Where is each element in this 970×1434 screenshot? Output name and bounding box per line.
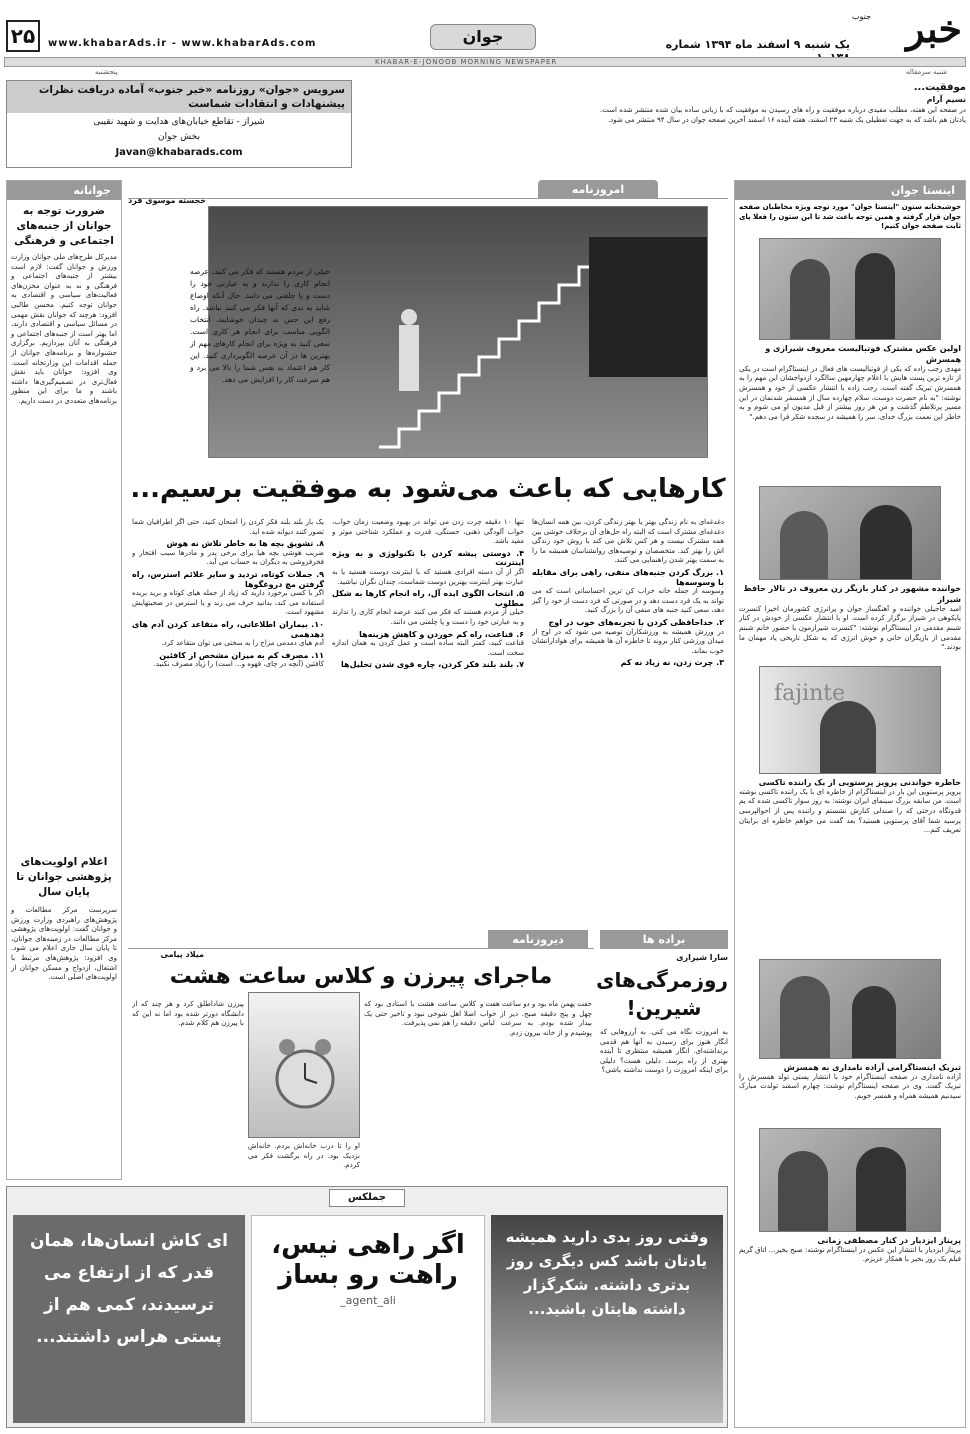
masthead bbox=[0, 0, 970, 80]
section-title: جوان bbox=[430, 24, 536, 50]
service-email[interactable]: Javan@khabarads.com bbox=[115, 147, 243, 158]
service-title2: پیشنهادات و انتقادات شماست bbox=[188, 98, 345, 110]
success-author: نسیم آرام bbox=[926, 95, 966, 104]
baradeha-header: براده ها bbox=[600, 930, 728, 949]
service-header bbox=[7, 81, 351, 113]
emrouz-col-3 bbox=[132, 518, 324, 922]
emrouz-col1c-text: در ورزش همیشه به ورزشکاران توصیه می شود که در اوج از میدان ورزشی کنار بروند تا خاطره آن ها همیشه برای هوادارانشان خوب بماند. bbox=[532, 627, 724, 655]
dirouz-title: ماجرای پیرزن و کلاس ساعت هشت bbox=[169, 964, 553, 989]
emrouz-sub-6: ۶. قناعت، راه کم خوردن و کاهش هزینه‌ها bbox=[359, 629, 524, 639]
javaneh-body-1: مدیرکل طرح‌های ملی جوانان وزارت ورزش و جوانان گفت: لازم است بیشتر از جنبه‌های اجتماعی و فرهنگی و نه به عنوان مخزن‌های فعالیت‌های سیاسی و اقتصادی به جوانان توجه کنیم. محسن طالبی افزود: هرچند که جوانان نقش مهمی در مسائل سیاسی و اقتصادی دارند، اما بهتر است از جنبه‌های اجتماعی و فرهنگی به آنان بپردازیم. برگزاری جشنواره‌ها و برنامه‌های جوانان از جمله اقدامات این وزارتخانه است. وی افزود: جوانان باید نقش فعال‌تری در تصمیم‌گیری‌ها داشته باشند و ما برای این منظور برنامه‌های متعددی در دست داریم. bbox=[11, 253, 117, 405]
baradeha-body: به امروزت نگاه می کنی. به آرزوهایی که انگار هنوز برای رسیدن به آنها هم قدمی برنداشته‌ای. انگار همیشه منتظری تا آینده بهتری از راه برسد. دلیلی هست؟ دلیلی برای اینکه امروزت را دوست نداشته باشی؟ bbox=[600, 1028, 728, 1075]
emrouz-author: خجسته موسوی فرد bbox=[128, 196, 206, 205]
dirouz-col-2: کلاس ساعت هشت با استادی بود که اصلا اهل شوخی نبود و تاخیر حتی یک دقیقه را هم نمی پذیرفت. bbox=[364, 1000, 476, 1028]
emrouz-sub-8: ۸. تشویق بچه ها به خاطر تلاش نه هوش bbox=[166, 539, 324, 549]
dirouz-col-3: پیرزن شاداطلق کرد و هر چند که از دانشگاه دورتر شده بود اما نه این که با پیرزن هم کلام شدم. bbox=[132, 1000, 244, 1028]
emrouz-col3c-text: اگر با کسی برخورد دارید که زیاد از جمله هیای کوتاه و برید بریده استفاده می کند، بدانید حرف می زند و یا استرس در صحبتهایش مشهود است. bbox=[132, 589, 324, 617]
service-dept: بخش جوان bbox=[158, 132, 200, 142]
insta-intro: خوشبختانه ستون "اینستا جوان" مورد توجه ویژه مخاطبان صفحه جوان قرار گرفته و همین توجه باعث شد تا این ستون را فعلا پای ثابت صفحه جوان کنیم! bbox=[739, 203, 961, 231]
javaneh-title-2: اعلام اولویت‌های پژوهشی جوانان تا پایان سال bbox=[16, 856, 112, 898]
insta-cap-2: خواننده مشهور در کنار بازیگر زن معروف در تالار حافظ شیراز bbox=[743, 583, 961, 604]
emrouz-header: امروزنامه bbox=[538, 180, 658, 199]
emrouz-col3-text: یک بار بلند بلند فکر کردن را امتحان کنید، حتی اگر اطرافیان شما تصور کنند دیوانه شده اید. bbox=[132, 518, 324, 536]
jomlex-q2-sign: _agent_ali bbox=[340, 1294, 396, 1307]
left-label: پنجشنبه bbox=[95, 68, 118, 76]
jomlex-quote-3: ای کاش انسان‌ها، همان قدر که از ارتفاع می ترسیدند، کمی هم از پستی هراس داشتند... bbox=[13, 1215, 245, 1423]
insta-cap-5: پریناز ایزدیار در کنار مصطفی زمانی bbox=[817, 1235, 961, 1245]
emrouz-col2b-text: اگر از آن دسته افرادی هستید که با اینترنت دوست هستید یا به عبارت بهتر اینترنت بهترین دوست شماست، چندان نگران نباشید. bbox=[332, 567, 524, 586]
emrouz-sub-9: ۹. جملات کوتاه، تردید و سایر علائم استرس، راه گرفتن مچ دروغگوها bbox=[132, 569, 324, 589]
insta-cap-1: اولین عکس مشترک فوتبالیست معروف شیرازی و همسرش bbox=[765, 343, 961, 364]
success-body: در صفحه این هفته، مطلب مفیدی درباره موفقیت و راه های رسیدن به موفقیت که با زبانی ساده بیان شده منتشر شده است. یادتان هم باشد که به جهت تعطیلی یک شنبه ۲۳ اسفند، هفته آینده ۱۶ اسفند آخرین صفحه جوان در سال ۹۴ منتشر می شود. bbox=[600, 106, 966, 124]
insta-cap-3: خاطره خواندنی پرویز پرستویی از یک راننده تاکسی bbox=[758, 777, 961, 787]
service-box bbox=[6, 80, 352, 168]
baradeha-section bbox=[596, 930, 728, 1180]
dirouz-author: میلاد پیامی bbox=[160, 950, 204, 959]
jomlex-quote-1: وقتی روز بدی دارید همیشه یادتان باشد کس دیگری روز بدتری داشته. شکرگزار داشته هایتان باشید... bbox=[491, 1215, 723, 1423]
emrouz-sub-3: ۳. چرت زدن، نه زیاد نه کم bbox=[620, 658, 724, 668]
insta-body-2: امید حاجیلی خواننده و آهنگساز جوان و پرانرژی کشورمان اخیرا کنسرت پایکوهی در شیراز برگزار کرده است. او با انتشار عکسی از خودش در کنار شبنم مقدمی در اینستاگرام نوشته: "کنسرت شیرازمون با حضور خانم شبنم مقدمی از بازیگران خانی و خوش انرژی که به شکل تاریخی یاد مهمان ما بودند." bbox=[739, 604, 961, 652]
date-line: یک شنبه ۹ اسفند ماه ۱۳۹۴ شماره bbox=[665, 38, 850, 51]
insta-photo-1 bbox=[759, 238, 941, 340]
emrouz-sub-11: ۱۱. مصرف کم به میزان مشخص از کافئین bbox=[159, 650, 324, 660]
service-title1: سرویس «جوان» روزنامه «خبر جنوب» آماده دریافت نظرات bbox=[38, 84, 345, 96]
insta-body-5: پریناز ایزدیار با انتشار این عکس در اینستاگرام نوشته: صبح بخیر... اتاق گریم فیلم یک روز بخیر با همکار عزیزم. bbox=[739, 1245, 961, 1264]
emrouz-intro: خیلی از مردم هستند که فکر می کنند، عرصه انجام کاری را ندارند و به عبارتی خود را دست و پا چلفتی می دانند. حال آنکه اوضاع شاید به بدی که آنها فکر می کنند نباشد. راه رفع این حس نه چندان خوشایند، انتخاب الگویی مناسب برای انجام هر کاری است. سعی کنید به ویژه برای انجام کارهای مهم از بهترین ها در آن عرصه الگوبرداری کنید. این کار هم اعتماد به نفس شما را بالا می برد و هم سرعت کار را افزایش می دهد. bbox=[190, 267, 330, 384]
website[interactable]: www.khabarAds.ir - www.khabarAds.com bbox=[48, 38, 317, 49]
jomlex-banner bbox=[6, 1186, 728, 1428]
javaneh-column bbox=[6, 180, 122, 1180]
tagline-bar bbox=[4, 57, 966, 67]
insta-header: اینستا جوان bbox=[735, 181, 965, 200]
service-address: شیراز - تقاطع خیابان‌های هدایت و شهید نقیبی bbox=[93, 117, 265, 127]
dirouz-header: دیروزنامه bbox=[488, 930, 588, 949]
logo bbox=[852, 6, 966, 56]
emrouz-sub-4: ۴. دوستی پیشه کردن با تکنولوژی و به ویژه اینترنت bbox=[332, 548, 524, 568]
emrouz-col1b-text: وسوسه از جمله خانه خراب کن ترین احساساتی است که می تواند به یک فرد دست دهد و در صورتی که فرد دست از خود را گیر دهد، سعی کنید جنبه های منفی آن را بزرگ کنید. bbox=[532, 587, 724, 615]
emrouz-col3d-text: آدم هیای دمدمی مزاج را به سختی می توان متقاعد کرد. bbox=[161, 639, 324, 648]
jomlex-quote-2 bbox=[251, 1215, 485, 1423]
insta-body-3: پرویز پرستویی این بار در اینستاگرام از خاطره ای با یک راننده تاکسی نوشته است. من سابقه بزرگ سینمای ایران نوشته: به روز سوار تاکسی شده که یم قدوتگاه درختی که را صندلی کنارش نشستم و راننده پس از احوالپرسی پرسید شما آقای پرستویی هستید؟ بعد گفت می خواهم خاطره ای برایتان تعریف کنم... bbox=[739, 787, 961, 835]
javaneh-header: جوانانه bbox=[7, 181, 121, 200]
emrouz-col2-text: تنها ۱۰ دقیقه چرت زدن می تواند در بهبود وضعیت زمان خواب، خواب آلودگی ذهنی، خستگی، قدرت و عملکرد شناختی موثر و مفید باشد. bbox=[332, 518, 524, 546]
emrouz-col2d-text: قناعت کنید، کمتر البته ساده است و عمل کردن به همان اندازه سخت است. bbox=[332, 639, 524, 657]
logo-text: خبر bbox=[906, 6, 962, 51]
emrouz-col1-text: دغدغه‌ای به نام زندگی بهتر یا بهتر زندگی کردن، بین همه انسان‌ها دغدغه‌ای مشترک است که البته راه حل‌های آن برخلاف خوشی بین همه مشترک نیست و هر کس تلاش می کند با روش خود زندگی اش را بهتر کند. متخصصان و توصیه‌های روانشناسان همیشه ما را به سمت بهتر شدن راهنمایی می کنند. bbox=[532, 518, 724, 565]
emrouz-sub-10: ۱۰. بیماران اطلاعاتی، راه متقاعد کردن آدم های دهدهمی bbox=[132, 619, 324, 639]
insta-body-1: مهدی رجب زاده که یکی از فوتبالیست های فعال در اینستاگرام است در یکی از تازه ترین پست هایش با اعلام چهارمهین سالگرد ازدواجشان این مهم را به همسرش تبریک گفته است. رجب زاده با انتشار عکسی از خود و همسرش نوشته: "به نام حضرت دوست، سلام چهارده سال از همسفر شدنمان در این مسیر پرتلاطم گذشت و من هر روز بیشتر از قبل مدیون او می شوم و به خاطر این نعمت بزرگ خدای، سر را همیشه در سجده شکر فرا می دهم." bbox=[739, 364, 961, 421]
insta-photo-3: fajinte bbox=[759, 666, 941, 774]
success-title: موفقیت... bbox=[913, 82, 966, 93]
emrouz-section bbox=[128, 180, 728, 922]
javaneh-body-2: سرپرست مرکز مطالعات و پژوهش‌های راهبردی وزارت ورزش و جوانان گفت: اولویت‌های پژوهشی مرکز مطالعات در زمینه‌های جوانان، تا پایان سال جاری اعلام می شود. وی افزود: پژوهش‌های مرتبط با اشتغال، ازدواج و مسکن جوانان از اولویت‌های اصلی است. bbox=[11, 906, 117, 982]
emrouz-sub-1: ۱. بزرگ کردن جنبه‌های منفی، راهی برای مقابله با وسوسه‌ها bbox=[532, 567, 724, 587]
success-box bbox=[600, 82, 966, 172]
insta-body-4: آزاده نامداری در صفحه اینستاگرام خود با انتشار پستی تولد همسرش را تبریک گفت. وی در صفحه اینستاگرام نوشت: چهارم اسفند تولدت مبارک سیدنیم همیشه همراه و همسر خوبم. bbox=[739, 1072, 961, 1100]
insta-photo-2 bbox=[759, 486, 941, 580]
jomlex-q2-line1: اگر راهی نیس، bbox=[271, 1230, 465, 1260]
jomlex-label: جملکس bbox=[329, 1189, 405, 1207]
baradeha-title: روزمرگی‌های شیرین! bbox=[596, 968, 728, 1020]
emrouz-col-1 bbox=[532, 518, 724, 922]
emrouz-col-2 bbox=[332, 518, 524, 922]
right-label: شنبه سرمقاله bbox=[906, 68, 948, 76]
logo-small: جنوب bbox=[852, 12, 872, 21]
emrouz-sub-2: ۲. خداحافظی کردن با تجربه‌های خوب در اوج bbox=[548, 617, 724, 627]
dirouz-col-1: حفت پهمن ماه بود و دو ساعت هفت و چهل و پنج دقیقه صبح. دیر از خواب بیدار شده بودم. به سرعت لباس پوشیدم و از خانه بیرون زدم. bbox=[480, 1000, 592, 1037]
insta-cap-4: تبریک اینستاگرامی آزاده نامداری به همسرش bbox=[783, 1062, 961, 1072]
insta-column bbox=[734, 180, 966, 1428]
baradeha-author: سارا شیرازی bbox=[676, 953, 728, 962]
tagline: KHABAR-E-JONOOB MORNING NEWSPAPER bbox=[375, 58, 558, 66]
emrouz-col3b-text: ضریب هوشی بچه هیا برای برخی پدر و مادرها سبب افتخار و فخرفروشی به دیگران به حساب می آید. bbox=[132, 548, 324, 567]
emrouz-sub-7: ۷. بلند بلند فکر کردن، چاره قوی شدن تحلیل‌ها bbox=[341, 660, 524, 670]
dirouz-section bbox=[128, 930, 594, 1180]
dirouz-col-4: او را تا درب خانه‌اش بردم. خانه‌اش نزدیک بود. در راه برگشت فکر می کردم. bbox=[248, 1142, 360, 1170]
emrouz-sub-5: ۵. انتخاب الگوی ایده آل، راه انجام کارها به شکل مطلوب bbox=[332, 589, 524, 608]
javaneh-title-1: ضرورت توجه به جوانان از جنبه‌های اجتماعی و فرهنگی bbox=[14, 205, 114, 247]
emrouz-headline: کارهایی که باعث می‌شود به موفقیت برسیم... bbox=[130, 474, 726, 504]
emrouz-col2c-text: خیلی از مردم هستند که فکر می کنند عرضه انجام کاری را ندارند و به عبارتی خود را دست و پا چلفتی می دانند. bbox=[332, 608, 524, 626]
insta-photo-4 bbox=[759, 959, 941, 1059]
page-number: ۲۵ bbox=[6, 20, 40, 52]
alarm-clock-icon bbox=[249, 993, 360, 1138]
dirouz-clock-image bbox=[248, 992, 360, 1138]
insta-photo-5 bbox=[759, 1128, 941, 1232]
emrouz-col3e-text: کافئین (آنچه در چای، قهوه و... است) را زیاد مصرف نکنید. bbox=[153, 660, 324, 669]
jomlex-q2-line2: راهت رو بساز bbox=[278, 1260, 458, 1290]
